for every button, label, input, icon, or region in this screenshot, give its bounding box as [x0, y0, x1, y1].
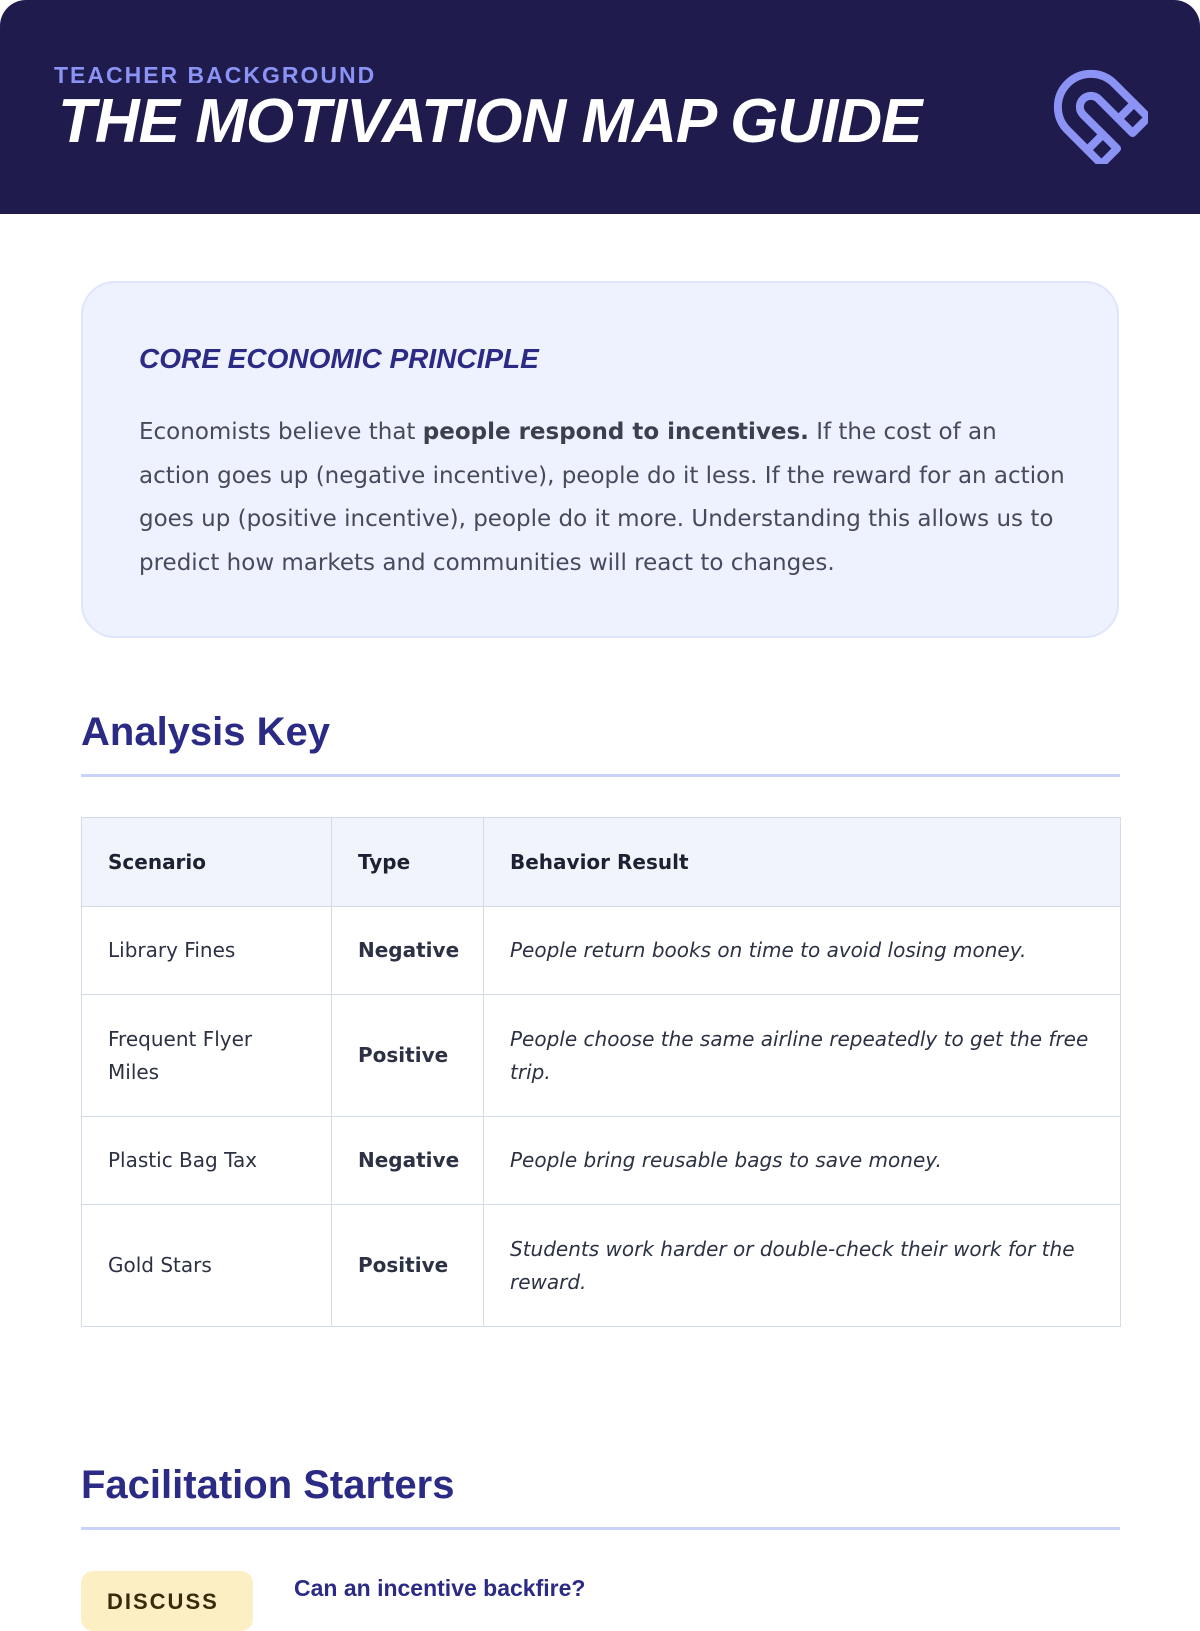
scenario-cell: Library Fines — [82, 907, 332, 995]
result-cell: Students work harder or double-check their work for the reward. — [484, 1205, 1121, 1327]
table-row — [82, 995, 1121, 1117]
scenario-cell: Gold Stars — [82, 1205, 332, 1327]
magnet-icon — [1038, 54, 1148, 164]
page-title: THE MOTIVATION MAP GUIDE — [58, 87, 922, 156]
type-cell: Positive — [332, 1205, 484, 1327]
type-cell: Negative — [332, 907, 484, 995]
analysis-key-divider — [81, 774, 1120, 777]
principle-title: CORE ECONOMIC PRINCIPLE — [139, 343, 539, 374]
discuss-tag — [81, 1571, 253, 1631]
principle-body — [139, 411, 1069, 585]
table-row — [82, 1205, 1121, 1327]
facilitation-starters-heading: Facilitation Starters — [81, 1463, 455, 1507]
principle-body-suffix: If the cost of an action goes up (negative incentive), people do it less. If the reward for an action goes up (positive incentive), people do it more. Understanding this allows us to predict how markets and communities will react to changes. — [139, 419, 1065, 576]
principle-body-prefix: Economists believe that — [139, 419, 423, 445]
facilitation-divider — [81, 1527, 1120, 1530]
scenario-cell: Frequent Flyer Miles — [82, 995, 332, 1117]
analysis-key-table — [81, 817, 1121, 1327]
type-cell: Positive — [332, 995, 484, 1117]
header-eyebrow: TEACHER BACKGROUND — [54, 62, 377, 88]
discuss-tag-label: DISCUSS — [107, 1589, 219, 1614]
result-cell: People choose the same airline repeatedly to get the free trip. — [484, 995, 1121, 1117]
column-header-type: Type — [332, 818, 484, 907]
result-cell: People return books on time to avoid losing money. — [484, 907, 1121, 995]
analysis-key-heading: Analysis Key — [81, 710, 331, 754]
table-row — [82, 907, 1121, 995]
page-header — [0, 0, 1200, 214]
column-header-scenario: Scenario — [82, 818, 332, 907]
table-row — [82, 1117, 1121, 1205]
table-header-row — [82, 818, 1121, 907]
type-cell: Negative — [332, 1117, 484, 1205]
principle-body-emphasis: people respond to incentives. — [422, 419, 809, 445]
result-cell: People bring reusable bags to save money. — [484, 1117, 1121, 1205]
scenario-cell: Plastic Bag Tax — [82, 1117, 332, 1205]
core-principle-card — [81, 281, 1119, 638]
column-header-behavior-result: Behavior Result — [484, 818, 1121, 907]
facilitation-question: Can an incentive backfire? — [294, 1575, 586, 1601]
